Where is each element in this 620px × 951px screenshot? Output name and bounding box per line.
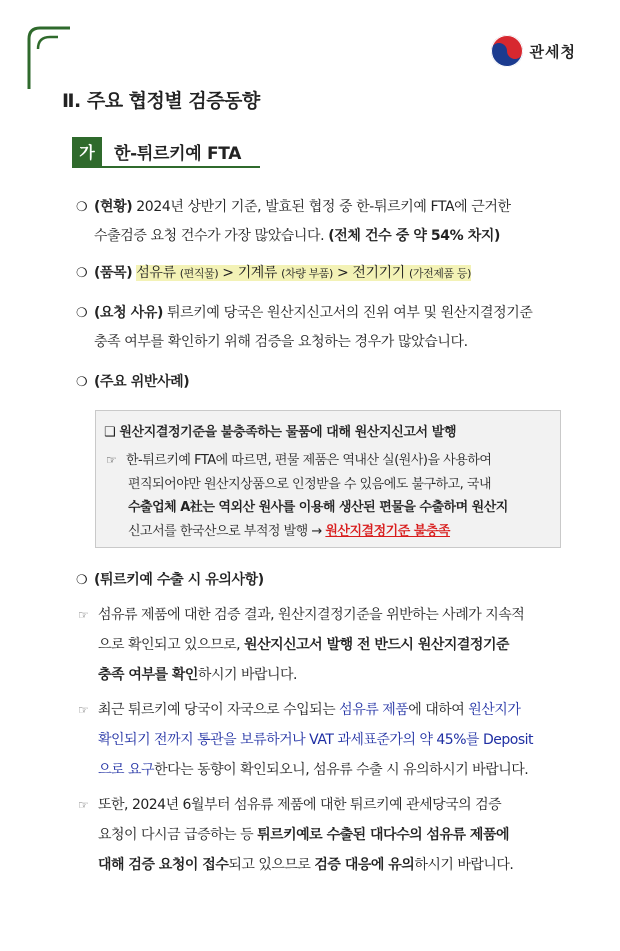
para-line: 하시기 바랍니다. (197, 667, 297, 683)
pointing-hand-icon: ☞ (78, 798, 89, 812)
case-violation-label: 원산지결정기준 불충족 (325, 523, 450, 539)
caution-paragraph-1 (78, 600, 564, 690)
para-emphasis: 대해 검증 요청이 접수 (98, 857, 229, 873)
bullet-icon: ❍ (76, 200, 88, 215)
para-line: 으로 확인되고 있으므로, (98, 637, 245, 653)
arrow-icon: > (222, 265, 234, 281)
case-line: 편직되어야만 원산지상품으로 인정받을 수 있음에도 불구하고, 국내 (128, 476, 492, 492)
pointing-hand-icon: ☞ (106, 453, 117, 467)
case-box (95, 410, 561, 548)
item-tag: (요청 사유) (94, 305, 163, 321)
item-reason (76, 299, 566, 357)
item-text: 충족 여부를 확인하기 위해 검증을 요청하는 경우가 많았습니다. (94, 334, 468, 350)
kcs-logo (490, 34, 576, 68)
para-line: 되고 있으므로 (228, 857, 315, 873)
pointing-hand-icon: ☞ (78, 608, 89, 622)
item-product (76, 259, 566, 288)
subsection-badge: 가 (72, 137, 102, 166)
para-line: 섬유류 제품에 대한 검증 결과, 원산지결정기준을 위반하는 사례가 지속적 (98, 607, 525, 623)
bullet-icon: ❍ (76, 306, 88, 321)
item-text: 2024년 상반기 기준, 발효된 협정 중 한-튀르키예 FTA에 근거한 (132, 199, 511, 215)
para-emphasis: 충족 여부를 확인 (98, 667, 198, 683)
para-line: 또한, 2024년 6월부터 섬유류 제품에 대한 튀르키예 관세당국의 검증 (98, 797, 502, 813)
para-emphasis: 섬유류 제품 (339, 702, 409, 718)
subsection-title: 한-튀르키예 FTA (114, 144, 242, 164)
product-name: 기계류 (237, 265, 278, 281)
product-name: 전기기기 (352, 265, 405, 281)
pointing-hand-icon: ☞ (78, 703, 89, 717)
item-tag: (현황) (94, 199, 133, 215)
product-detail: (편직물) (179, 267, 219, 280)
caution-paragraph-3 (78, 790, 564, 880)
item-violation (76, 368, 566, 397)
product-detail: (가전제품 등) (408, 267, 471, 280)
arrow-icon: > (336, 265, 349, 281)
product-detail: (차량 부품) (281, 267, 333, 280)
para-line: 최근 튀르키예 당국이 자국으로 수입되는 (98, 702, 340, 718)
bullet-icon: ❍ (76, 375, 88, 390)
case-box-body (106, 449, 554, 543)
para-line: 한다는 동향이 확인되오니, 섬유류 수출 시 유의하시기 바랍니다. (154, 762, 529, 778)
bullet-icon: ❍ (76, 573, 88, 588)
logo-text: 관세청 (529, 42, 576, 61)
case-line: 한-튀르키예 FTA에 따르면, 편물 제품은 역내산 실(원사)을 사용하여 (126, 453, 492, 468)
case-line: 신고서를 한국산으로 부적정 발행 → (128, 523, 326, 539)
para-emphasis: 원산지가 (468, 702, 521, 718)
section-title: Ⅱ. 주요 협정별 검증동향 (62, 90, 260, 112)
bullet-icon: ❍ (76, 266, 88, 281)
caution-paragraph-2 (78, 695, 564, 785)
item-text: 수출검증 요청 건수가 가장 많았습니다. (94, 228, 329, 244)
item-cautions (76, 566, 566, 595)
para-emphasis: 으로 요구 (98, 762, 155, 778)
para-line: 하시기 바랍니다. (414, 857, 514, 873)
item-emphasis: (전체 건수 중 약 54% 차지) (328, 228, 500, 244)
taegeuk-emblem-icon (490, 34, 524, 68)
case-box-title: ❑ 원산지결정기준을 불충족하는 물품에 대해 원산지신고서 발행 (104, 425, 457, 440)
item-text: 튀르키예 당국은 원산지신고서의 진위 여부 및 원산지결정기준 (162, 305, 533, 321)
subsection-heading (72, 137, 260, 168)
para-line: 요청이 다시금 급증하는 등 (98, 827, 258, 843)
item-status (76, 193, 566, 251)
para-line: 에 대하여 (408, 702, 469, 718)
item-tag: (품목) (94, 265, 133, 281)
item-tag: (주요 위반사례) (94, 374, 190, 390)
corner-bracket-decoration (26, 25, 70, 89)
product-name: 섬유류 (136, 265, 176, 281)
para-emphasis: 튀르키예로 수출된 대다수의 섬유류 제품에 (257, 827, 510, 843)
item-tag: (튀르키예 수출 시 유의사항) (94, 572, 264, 588)
case-line: 수출업체 A社는 역외산 원사를 이용해 생산된 편물을 수출하며 원산지 (128, 500, 508, 515)
para-emphasis: 확인되기 전까지 통관을 보류하거나 VAT 과세표준가의 약 45%를 Deposit (98, 732, 534, 748)
para-emphasis: 검증 대응에 유의 (314, 857, 415, 873)
para-emphasis: 원산지신고서 발행 전 반드시 원산지결정기준 (244, 637, 509, 653)
